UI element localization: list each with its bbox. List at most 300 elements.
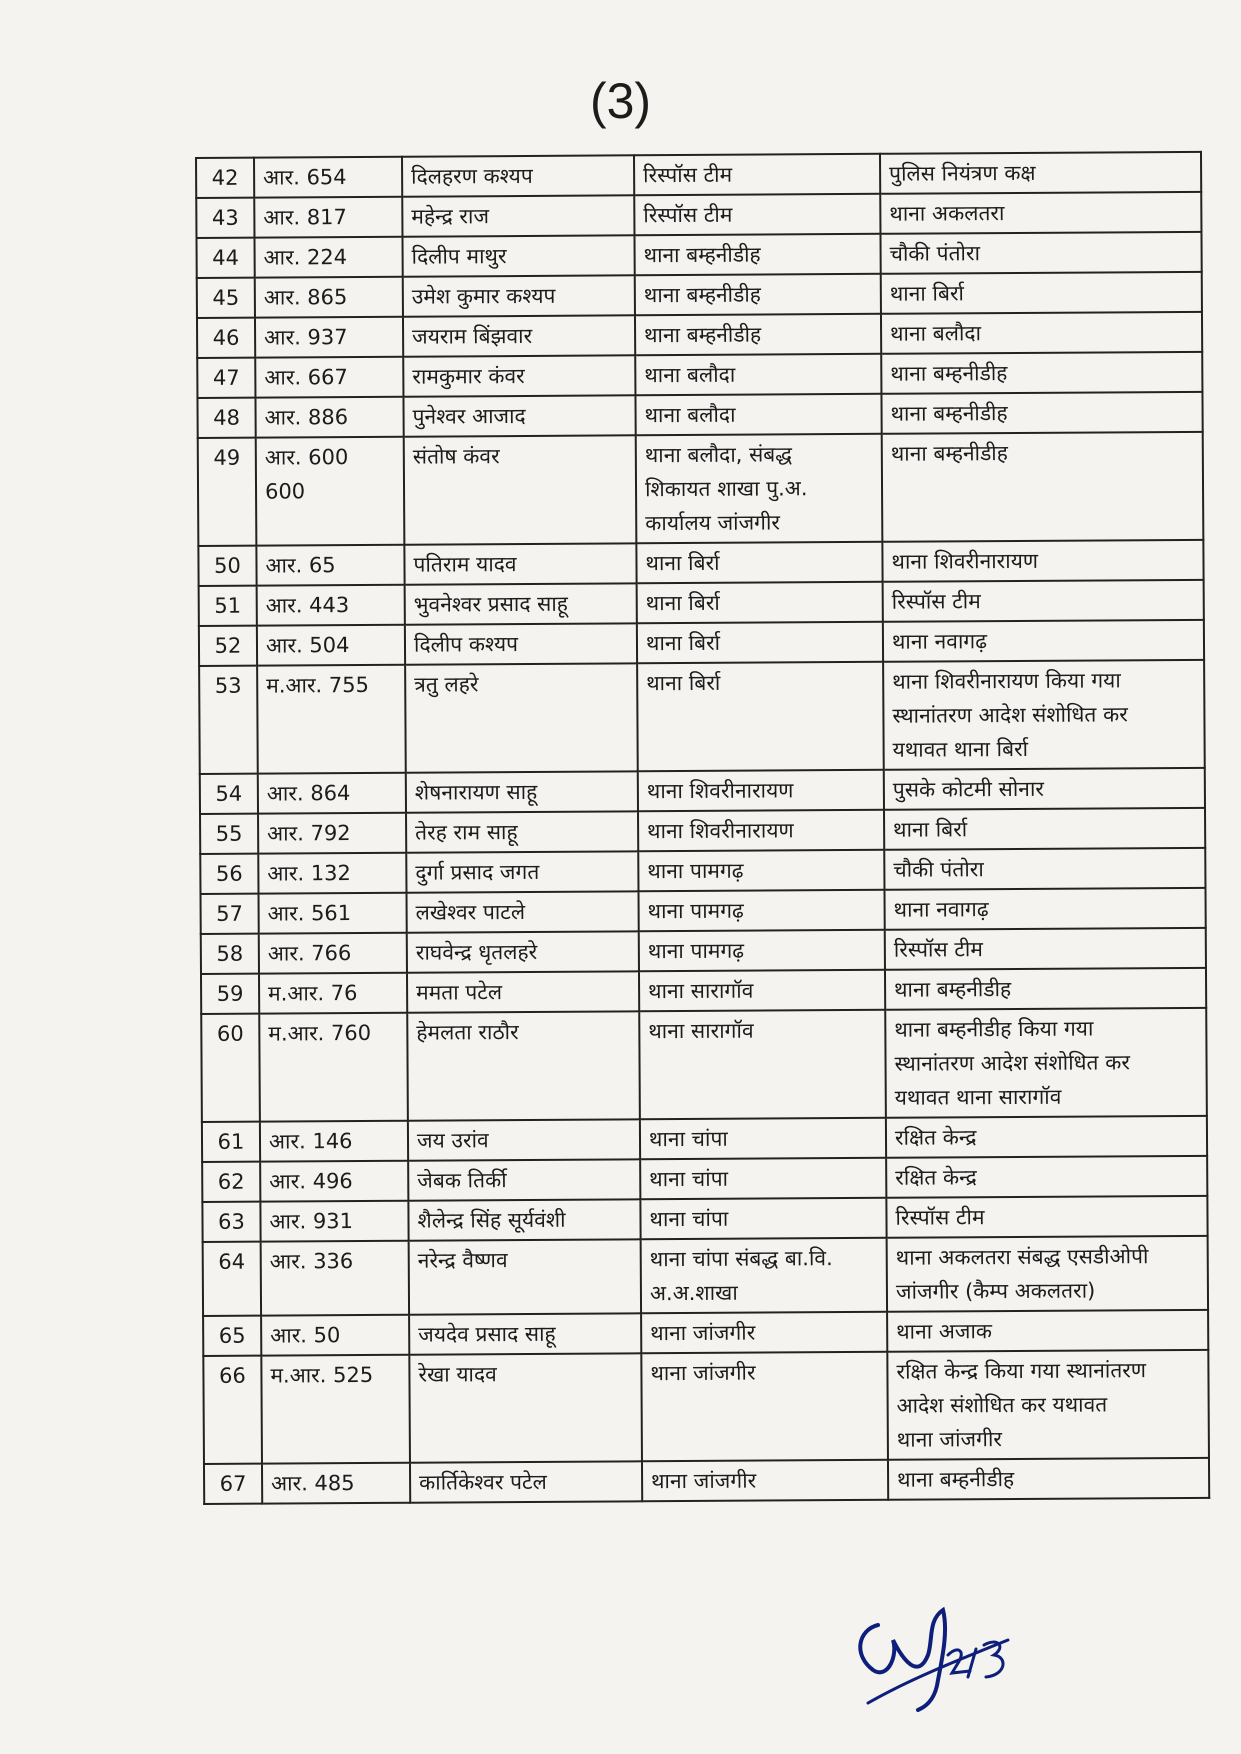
current-posting-cell [637, 622, 883, 664]
serial-number-text: 52 [214, 633, 242, 658]
employee-name-text: रेखा यादव [418, 1362, 497, 1387]
table-row [196, 152, 1201, 198]
new-posting-cell [885, 928, 1206, 970]
table-row [200, 768, 1205, 814]
new-posting-cell [882, 540, 1203, 582]
employee-name-text: दिलीप माथुर [411, 244, 507, 269]
current-posting-text: थाना जांजगीर [650, 1320, 756, 1346]
current-posting-cell [640, 1198, 886, 1240]
employee-name-cell [410, 1461, 642, 1502]
serial-number-text: 56 [215, 861, 243, 886]
serial-number-cell [199, 666, 258, 774]
table-row [196, 192, 1201, 238]
new-posting-text: थाना नवागढ़ [893, 897, 989, 922]
new-posting-cell [881, 392, 1202, 434]
rank-number-cell [256, 545, 404, 586]
table-row [199, 580, 1204, 626]
table-row [201, 968, 1206, 1014]
current-posting-cell [636, 434, 883, 544]
table-row [199, 620, 1204, 666]
new-posting-cell [881, 352, 1202, 394]
serial-number-cell [204, 1464, 262, 1504]
serial-number-cell [196, 198, 254, 238]
rank-number-text: आर. 65 [265, 553, 336, 578]
serial-number-text: 64 [218, 1249, 246, 1274]
employee-name-cell [409, 1239, 641, 1314]
serial-number-cell [203, 1316, 261, 1356]
new-posting-text: थाना बम्हनीडीह [890, 401, 1008, 426]
current-posting-cell [640, 1118, 886, 1160]
new-posting-text: थाना बिर्रा [889, 281, 965, 306]
serial-number-cell [202, 1202, 260, 1242]
current-posting-text: थाना चांपा [648, 1126, 728, 1152]
new-posting-text: रक्षित केन्द्र [895, 1165, 977, 1190]
rank-number-cell [259, 1013, 408, 1122]
serial-number-text: 42 [211, 165, 239, 190]
current-posting-text: थाना बिर्रा [646, 670, 721, 696]
serial-number-cell [203, 1356, 262, 1464]
rank-number-text: आर. 336 [269, 1249, 354, 1274]
current-posting-text: थाना शिवरीनारायण [647, 818, 794, 844]
current-posting-cell [639, 970, 885, 1012]
table-row [197, 312, 1202, 358]
new-posting-cell [886, 1116, 1207, 1158]
employee-name-text: जेबक तिर्की [417, 1168, 507, 1193]
current-posting-text-continued: कार्यालय जांजगीर [645, 510, 781, 536]
current-posting-text: थाना पामगढ़ [647, 858, 744, 884]
rank-number-cell [259, 933, 407, 974]
serial-number-text: 47 [212, 365, 240, 390]
current-posting-cell [639, 1010, 886, 1120]
table-row [200, 808, 1205, 854]
new-posting-cell [886, 1156, 1207, 1198]
serial-number-cell [199, 586, 257, 626]
current-posting-cell [635, 314, 881, 356]
serial-number-text: 59 [216, 981, 244, 1006]
current-posting-text-continued: अ.अ.शाखा [649, 1280, 738, 1306]
employee-name-text: लखेश्वर पाटले [415, 899, 526, 925]
employee-name-cell [404, 543, 636, 584]
new-posting-text-continued: आदेश संशोधित कर यथावत [896, 1392, 1108, 1418]
new-posting-cell [884, 888, 1205, 930]
employee-name-text: संतोष कंवर [412, 444, 500, 469]
serial-number-text: 63 [218, 1209, 245, 1234]
rank-number-cell [256, 437, 405, 546]
current-posting-cell [638, 890, 884, 932]
serial-number-cell [201, 894, 259, 934]
new-posting-cell [880, 232, 1201, 274]
serial-number-cell [197, 318, 255, 358]
employee-name-text: भुवनेश्वर प्रसाद साहू [413, 591, 568, 617]
new-posting-text: रिस्पॉस टीम [895, 1205, 985, 1230]
employee-name-cell [404, 435, 637, 544]
table-row [201, 888, 1206, 934]
rank-number-cell [254, 197, 402, 238]
new-posting-cell [884, 808, 1205, 850]
employee-name-cell [402, 195, 634, 236]
serial-number-cell [198, 438, 257, 546]
rank-number-text: आर. 654 [263, 165, 347, 190]
rank-number-text: म.आर. 76 [268, 981, 358, 1006]
serial-number-text: 67 [219, 1471, 247, 1496]
rank-number-text: आर. 561 [267, 901, 352, 926]
employee-name-text: उमेश कुमार कश्यप [411, 283, 556, 309]
serial-number-cell [203, 1242, 261, 1316]
rank-number-text: म.आर. 755 [266, 672, 370, 698]
rank-number-cell [257, 665, 406, 774]
new-posting-text: थाना अकलतरा [889, 201, 1005, 226]
employee-name-cell [408, 1159, 640, 1200]
rank-number-cell [260, 1121, 408, 1162]
rank-number-text: म.आर. 525 [270, 1362, 374, 1388]
serial-number-text: 53 [214, 673, 242, 698]
current-posting-text: थाना सारागॉव [648, 978, 754, 1004]
rank-number-cell [255, 277, 403, 318]
current-posting-text: थाना बम्हनीडीह [644, 322, 762, 348]
current-posting-text: रिस्पॉस टीम [643, 202, 733, 228]
employee-name-text: ममता पटेल [416, 980, 503, 1005]
transfer-table [195, 151, 1210, 1505]
serial-number-text: 58 [216, 941, 244, 966]
serial-number-text: 55 [215, 821, 243, 846]
current-posting-text-continued: शिकायत शाखा पु.अ. [644, 476, 808, 502]
serial-number-cell [197, 398, 255, 438]
rank-number-cell [258, 813, 406, 854]
rank-number-text: आर. 443 [265, 593, 350, 618]
serial-number-text: 51 [214, 593, 242, 618]
rank-number-cell [257, 625, 405, 666]
table-row [202, 1116, 1207, 1162]
serial-number-cell [202, 1122, 260, 1162]
employee-name-text: शेषनारायण साहू [414, 779, 538, 805]
new-posting-text: थाना बिर्रा [893, 817, 968, 842]
new-posting-cell [883, 580, 1204, 622]
employee-name-cell [406, 891, 638, 932]
new-posting-text: थाना बम्हनीडीह [897, 1467, 1015, 1492]
rank-number-text: आर. 496 [269, 1169, 353, 1194]
current-posting-text: थाना बम्हनीडीह [643, 242, 761, 268]
serial-number-text: 43 [211, 205, 239, 230]
new-posting-text: रिस्पॉस टीम [891, 589, 981, 614]
table-row [203, 1350, 1209, 1464]
new-posting-text: रिस्पॉस टीम [893, 937, 983, 962]
current-posting-cell [634, 154, 880, 196]
rank-number-cell [259, 893, 407, 934]
current-posting-cell [637, 582, 883, 624]
new-posting-cell [884, 848, 1205, 890]
new-posting-text-continued: यथावत थाना बिर्रा [892, 736, 1029, 762]
new-posting-text-continued: जांजगीर (कैम्प अकलतरा) [895, 1278, 1096, 1304]
current-posting-text: थाना बिर्रा [645, 630, 721, 656]
table-row [198, 540, 1203, 586]
serial-number-text: 44 [212, 245, 240, 270]
current-posting-text: थाना जांजगीर [650, 1360, 756, 1386]
rank-number-text: आर. 937 [264, 325, 348, 350]
serial-number-cell [200, 814, 258, 854]
rank-number-cell [262, 1463, 410, 1504]
employee-name-cell [407, 931, 639, 972]
new-posting-text: थाना अकलतरा संबद्ध एसडीओपी [895, 1244, 1149, 1270]
new-posting-text-continued: थाना जांजगीर [896, 1427, 1003, 1452]
serial-number-text: 57 [216, 901, 244, 926]
employee-name-cell [402, 235, 634, 276]
employee-name-text: पतिराम यादव [413, 552, 517, 577]
rank-number-cell [255, 357, 403, 398]
new-posting-cell [882, 432, 1204, 542]
employee-name-cell [403, 315, 635, 356]
new-posting-text: रक्षित केन्द्र किया गया स्थानांतरण [896, 1358, 1147, 1384]
rank-number-cell [255, 317, 403, 358]
employee-name-text: महेन्द्र राज [411, 204, 490, 229]
current-posting-text: थाना सारागॉव [648, 1018, 754, 1044]
page-number: (3) [589, 73, 652, 129]
table-row [196, 232, 1201, 278]
employee-name-text: त्रतु लहरे [414, 672, 479, 697]
new-posting-cell [884, 768, 1205, 810]
new-posting-text: थाना बलौदा [890, 321, 982, 346]
current-posting-cell [641, 1352, 888, 1462]
rank-number-text: आर. 132 [267, 861, 351, 886]
table-row [200, 848, 1205, 894]
current-posting-text: थाना पामगढ़ [647, 898, 744, 924]
employee-name-text: रामकुमार कंवर [412, 363, 525, 389]
signature [848, 1585, 1018, 1715]
new-posting-cell [880, 152, 1201, 194]
employee-name-text: राघवेन्द्र धृतलहरे [415, 939, 538, 965]
new-posting-cell [880, 192, 1201, 234]
serial-number-cell [196, 158, 254, 198]
serial-number-text: 62 [217, 1169, 245, 1194]
table-row [203, 1310, 1208, 1356]
rank-number-text: आर. 931 [269, 1209, 354, 1234]
serial-number-text: 48 [213, 405, 241, 430]
serial-number-text: 61 [217, 1129, 245, 1154]
new-posting-cell [887, 1310, 1208, 1352]
current-posting-cell [639, 930, 885, 972]
serial-number-text: 66 [218, 1363, 246, 1388]
rank-number-text: आर. 766 [267, 941, 352, 966]
current-posting-text: थाना बिर्रा [645, 590, 720, 616]
rank-number-text: आर. 865 [263, 285, 348, 310]
new-posting-cell [888, 1458, 1209, 1500]
serial-number-text: 45 [212, 285, 240, 310]
current-posting-text: थाना बलौदा [644, 362, 736, 388]
table-row [197, 272, 1202, 318]
current-posting-cell [637, 662, 884, 772]
table-row [204, 1458, 1209, 1504]
rank-number-text: आर. 886 [264, 405, 349, 430]
rank-number-text: आर. 485 [271, 1471, 355, 1496]
employee-name-cell [408, 1199, 640, 1240]
employee-name-cell [409, 1353, 642, 1462]
employee-name-cell [405, 623, 637, 664]
employee-name-cell [403, 355, 635, 396]
current-posting-cell [635, 274, 881, 316]
current-posting-cell [641, 1312, 887, 1354]
table-row [201, 928, 1206, 974]
current-posting-text: थाना बलौदा [644, 402, 736, 428]
rank-number-text: आर. 792 [267, 821, 351, 846]
new-posting-cell [881, 272, 1202, 314]
new-posting-cell [886, 1196, 1207, 1238]
serial-number-text: 60 [216, 1021, 244, 1046]
employee-name-cell [405, 583, 637, 624]
rank-number-cell [261, 1315, 409, 1356]
table-body [196, 152, 1209, 1504]
current-posting-text: थाना चांपा [649, 1166, 729, 1192]
new-posting-text: चौकी पंतोरा [889, 241, 981, 266]
employee-name-cell [402, 155, 634, 196]
employee-name-text: दिलहरण कश्यप [411, 163, 533, 189]
current-posting-text: थाना शिवरीनारायण [646, 778, 794, 804]
new-posting-text: थाना अजाक [896, 1319, 993, 1344]
employee-name-text: कार्तिकेश्वर पटेल [419, 1469, 547, 1495]
serial-number-cell [201, 1014, 260, 1122]
new-posting-cell [883, 660, 1205, 770]
serial-number-cell [197, 358, 255, 398]
current-posting-cell [640, 1158, 886, 1200]
current-posting-cell [638, 850, 884, 892]
rank-number-text: आर. 864 [266, 781, 351, 806]
serial-number-cell [200, 854, 258, 894]
serial-number-cell [201, 934, 259, 974]
new-posting-text: थाना नवागढ़ [891, 629, 988, 654]
employee-name-cell [403, 395, 635, 436]
employee-name-cell [406, 811, 638, 852]
current-posting-text: थाना जांजगीर [651, 1468, 757, 1494]
rank-number-text: आर. 504 [265, 633, 350, 658]
employee-name-cell [407, 971, 639, 1012]
rank-number-text: म.आर. 760 [268, 1020, 372, 1046]
employee-name-text: शैलेन्द्र सिंह सूर्यवंशी [417, 1207, 566, 1233]
new-posting-text: पुसके कोटमी सोनार [892, 776, 1045, 802]
current-posting-cell [634, 194, 880, 236]
table-row [197, 392, 1202, 438]
employee-name-cell [405, 663, 638, 772]
current-posting-text: थाना चांपा संबद्ध बा.वि. [649, 1246, 833, 1272]
table-row [201, 1008, 1207, 1122]
employee-name-text: पुनेश्वर आजाद [412, 403, 526, 429]
serial-number-cell [197, 278, 255, 318]
employee-name-cell [403, 275, 635, 316]
table-row [197, 352, 1202, 398]
new-posting-text: थाना बम्हनीडीह [890, 361, 1008, 386]
table-row [203, 1236, 1208, 1316]
employee-name-text: नरेन्द्र वैष्णव [417, 1248, 508, 1273]
current-posting-cell [634, 234, 880, 276]
new-posting-text: रक्षित केन्द्र [894, 1125, 977, 1150]
current-posting-cell [635, 354, 881, 396]
new-posting-cell [887, 1350, 1209, 1460]
rank-number-cell [258, 853, 406, 894]
table-row [199, 660, 1205, 774]
serial-number-text: 46 [212, 325, 240, 350]
current-posting-text: थाना पामगढ़ [647, 938, 745, 964]
serial-number-text: 50 [214, 553, 241, 578]
rank-number-cell [259, 973, 407, 1014]
current-posting-text: थाना बम्हनीडीह [643, 282, 761, 308]
rank-number-cell [258, 773, 406, 814]
rank-number-text: आर. 667 [264, 365, 348, 390]
current-posting-cell [635, 394, 881, 436]
new-posting-text-continued: यथावत थाना सारागॉव [894, 1084, 1062, 1110]
employee-name-text: जय उरांव [416, 1128, 489, 1153]
employee-name-text: जयदेव प्रसाद साहू [418, 1321, 556, 1347]
rank-number-text: आर. 817 [263, 205, 347, 230]
rank-number-text: आर. 50 [270, 1323, 341, 1348]
current-posting-cell [638, 770, 884, 812]
rank-number-cell [261, 1355, 410, 1464]
rank-number-cell [261, 1241, 409, 1316]
rank-number-cell [260, 1161, 408, 1202]
employee-name-text: तेरह राम साहू [415, 820, 518, 845]
new-posting-cell [881, 312, 1202, 354]
new-posting-text: थाना बम्हनीडीह [894, 977, 1012, 1002]
new-posting-text: थाना बम्हनीडीह किया गया [894, 1016, 1094, 1042]
employee-name-text: दिलीप कश्यप [413, 632, 519, 657]
serial-number-text: 54 [215, 781, 243, 806]
current-posting-text: थाना बलौदा, संबद्ध [644, 442, 793, 468]
current-posting-cell [638, 810, 884, 852]
serial-number-cell [199, 626, 257, 666]
current-posting-text: रिस्पॉस टीम [643, 162, 733, 188]
employee-name-text: जयराम बिंझवार [412, 323, 533, 349]
rank-number-cell [254, 237, 402, 278]
new-posting-text: पुलिस नियंत्रण कक्ष [889, 160, 1036, 186]
employee-name-cell [408, 1119, 640, 1160]
table-row [198, 432, 1204, 546]
current-posting-text: थाना चांपा [649, 1206, 729, 1232]
rank-number-text: आर. 146 [268, 1129, 353, 1154]
current-posting-cell [636, 542, 882, 584]
new-posting-cell [883, 620, 1204, 662]
serial-number-cell [196, 238, 254, 278]
current-posting-text: थाना बिर्रा [645, 550, 720, 576]
serial-number-cell [201, 974, 259, 1014]
serial-number-text: 49 [213, 445, 241, 470]
employee-name-text: दुर्गा प्रसाद जगत [415, 859, 540, 885]
new-posting-cell [885, 968, 1206, 1010]
serial-number-cell [200, 774, 258, 814]
rank-number-text: आर. 600 [264, 445, 349, 470]
serial-number-cell [198, 546, 256, 586]
new-posting-cell [887, 1236, 1208, 1312]
rank-number-cell [254, 157, 402, 198]
rank-number-text-continued: 600 [264, 479, 306, 504]
new-posting-text: थाना शिवरीनारायण किया गया [892, 668, 1121, 694]
rank-number-cell [260, 1201, 408, 1242]
employee-name-text: हेमलता राठौर [416, 1020, 519, 1045]
table-row [202, 1196, 1207, 1242]
employee-name-cell [409, 1313, 641, 1354]
new-posting-text: थाना बम्हनीडीह [890, 441, 1008, 466]
serial-number-text: 65 [218, 1323, 246, 1348]
employee-name-cell [406, 851, 638, 892]
current-posting-cell [642, 1460, 888, 1502]
serial-number-cell [202, 1162, 260, 1202]
new-posting-text-continued: स्थानांतरण आदेश संशोधित कर [892, 702, 1128, 728]
rank-number-cell [257, 585, 405, 626]
rank-number-text: आर. 224 [263, 245, 348, 270]
new-posting-text: थाना शिवरीनारायण [891, 548, 1039, 574]
new-posting-text: चौकी पंतोरा [893, 857, 984, 882]
new-posting-text-continued: स्थानांतरण आदेश संशोधित कर [894, 1050, 1130, 1076]
employee-name-cell [407, 1011, 640, 1120]
rank-number-cell [255, 397, 403, 438]
employee-name-cell [406, 771, 638, 812]
table-row [202, 1156, 1207, 1202]
new-posting-cell [885, 1008, 1207, 1118]
